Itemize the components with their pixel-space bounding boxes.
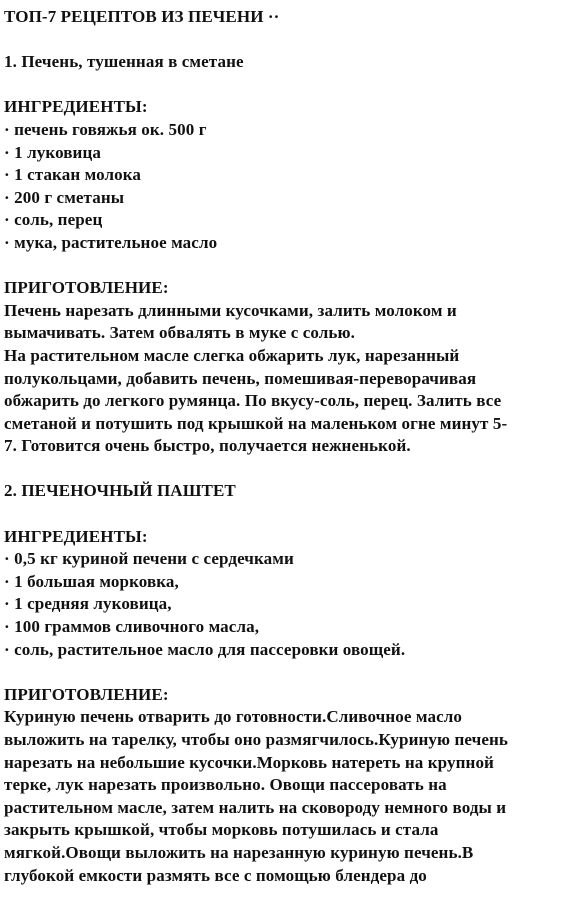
- recipe-document: [4, 0, 587, 887]
- recipe-heading: 1. Печень, тушенная в сметане: [4, 52, 244, 72]
- preparation-label: ПРИГОТОВЛЕНИЕ:: [4, 684, 169, 704]
- preparation-line: выложить на тарелку, чтобы оно размягчилось.Куриную печень: [4, 730, 509, 749]
- ingredient-item: · 1 стакан молока: [4, 165, 142, 185]
- preparation-line: полукольцами, добавить печень, помешивая-переворачивая: [4, 368, 477, 388]
- ingredients-label: ИНГРЕДИЕНТЫ:: [4, 526, 148, 546]
- recipe-heading: 2. ПЕЧЕНОЧНЫЙ ПАШТЕТ: [4, 481, 236, 501]
- ingredient-item: · соль, растительное масло для пассеровки овощей.: [4, 639, 406, 659]
- ingredient-item: · 1 средняя луковица,: [4, 594, 172, 614]
- ingredients-label: ИНГРЕДИЕНТЫ:: [4, 97, 148, 117]
- spacer: [4, 458, 587, 481]
- ingredient-item: · соль, перец: [4, 210, 103, 230]
- preparation-line: Печень нарезать длинными кусочками, залить молоком и: [4, 300, 457, 320]
- preparation-label: ПРИГОТОВЛЕНИЕ:: [4, 278, 169, 298]
- preparation-line: На растительном масле слегка обжарить лук, нарезанный: [4, 345, 460, 365]
- preparation-line: мягкой.Овощи выложить на нарезанную куриную печень.В: [4, 842, 474, 862]
- preparation-line: терке, лук нарезать произвольно. Овощи пассеровать на: [4, 775, 447, 795]
- preparation-line: Куриную печень отварить до готовности.Сливочное масло: [4, 707, 463, 727]
- spacer: [4, 661, 587, 684]
- preparation-line: нарезать на небольшие кусочки.Морковь натереть на крупной: [4, 752, 494, 772]
- ingredient-item: · 1 луковица: [4, 142, 102, 162]
- ingredient-item: · мука, растительное масло: [4, 232, 218, 252]
- spacer: [4, 503, 587, 526]
- preparation-line: вымачивать. Затем обвалять в муке с солью.: [4, 323, 356, 343]
- ingredient-item: · 0,5 кг куриной печени с сердечками: [4, 549, 294, 569]
- ingredient-item: · 100 граммов сливочного масла,: [4, 617, 260, 637]
- preparation-line: обжарить до легкого румянца. По вкусу-соль, перец. Залить все: [4, 391, 502, 411]
- spacer: [4, 255, 587, 278]
- ingredient-item: · 200 г сметаны: [4, 187, 125, 207]
- preparation-line: закрыть крышкой, чтобы морковь потушилась и стала: [4, 820, 439, 840]
- spacer: [4, 29, 587, 52]
- preparation-line: глубокой емкости размять все с помощью блендера до: [4, 865, 427, 885]
- ingredient-item: · печень говяжья ок. 500 г: [4, 119, 207, 139]
- preparation-line: 7. Готовится очень быстро, получается нежненькой.: [4, 436, 411, 456]
- preparation-line: сметаной и потушить под крышкой на маленьком огне минут 5-: [4, 413, 508, 433]
- spacer: [4, 74, 587, 97]
- ingredient-item: · 1 большая морковка,: [4, 571, 179, 591]
- page-title: ТОП-7 РЕЦЕПТОВ ИЗ ПЕЧЕНИ ··: [4, 7, 280, 26]
- preparation-line: растительном масле, затем налить на сковороду немного воды и: [4, 797, 507, 817]
